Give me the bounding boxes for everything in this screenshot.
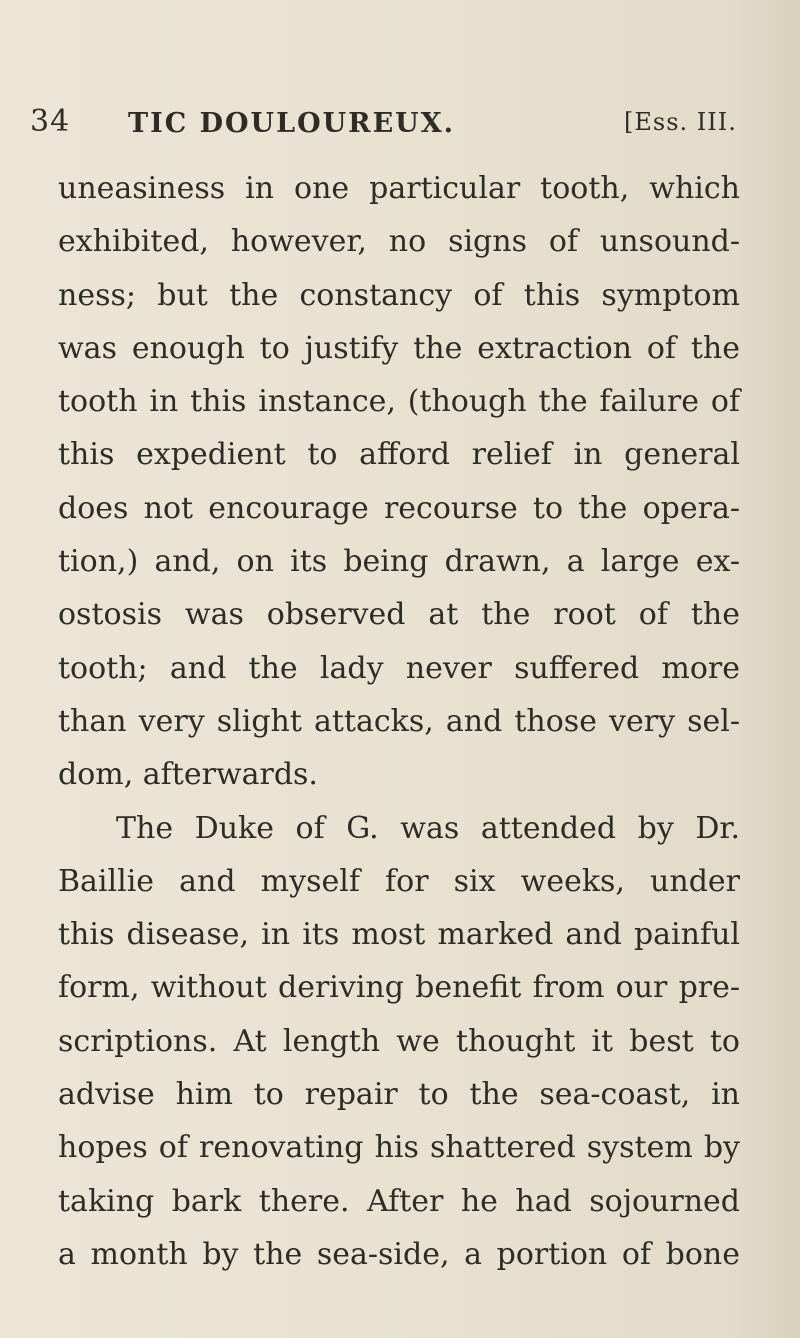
text-line: tooth; and the lady never suffered more: [58, 650, 740, 686]
text-line: this expedient to afford relief in general: [58, 437, 740, 473]
text-line: than very slight attacks, and those very sel-: [58, 703, 740, 739]
running-title: TIC DOULOUREUX.: [128, 108, 456, 139]
text-line: uneasiness in one particular tooth, which: [58, 171, 740, 206]
page-number: 34: [30, 104, 71, 139]
text-line: ness; but the constancy of this symptom: [58, 277, 740, 313]
text-line: hopes of renovating his shattered system by: [58, 1130, 740, 1166]
text-line: tooth in this instance, (though the failure of: [58, 384, 740, 420]
section-reference: [Ess. III.: [624, 108, 737, 136]
page-header: [0, 98, 800, 154]
text-line: a month by the sea-side, a portion of bone: [58, 1236, 740, 1272]
text-line: form, without deriving benefit from our pre-: [58, 970, 740, 1006]
text-line: was enough to justify the extraction of the: [58, 330, 740, 366]
text-line: dom, afterwards.: [58, 757, 318, 793]
text-line: exhibited, however, no signs of unsound-: [58, 224, 740, 260]
text-line: Baillie and myself for six weeks, under: [58, 863, 740, 899]
text-line: does not encourage recourse to the opera-: [58, 490, 740, 526]
text-line: this disease, in its most marked and painful: [58, 917, 740, 953]
text-line: advise him to repair to the sea-coast, in: [58, 1077, 740, 1113]
text-line: taking bark there. After he had sojourned: [58, 1183, 740, 1219]
body-text: [58, 162, 740, 1281]
text-line: tion,) and, on its being drawn, a large ex-: [58, 544, 740, 580]
text-line: ostosis was observed at the root of the: [58, 597, 740, 633]
text-line: The Duke of G. was attended by Dr.: [116, 810, 740, 846]
text-line: scriptions. At length we thought it best to: [58, 1023, 740, 1059]
